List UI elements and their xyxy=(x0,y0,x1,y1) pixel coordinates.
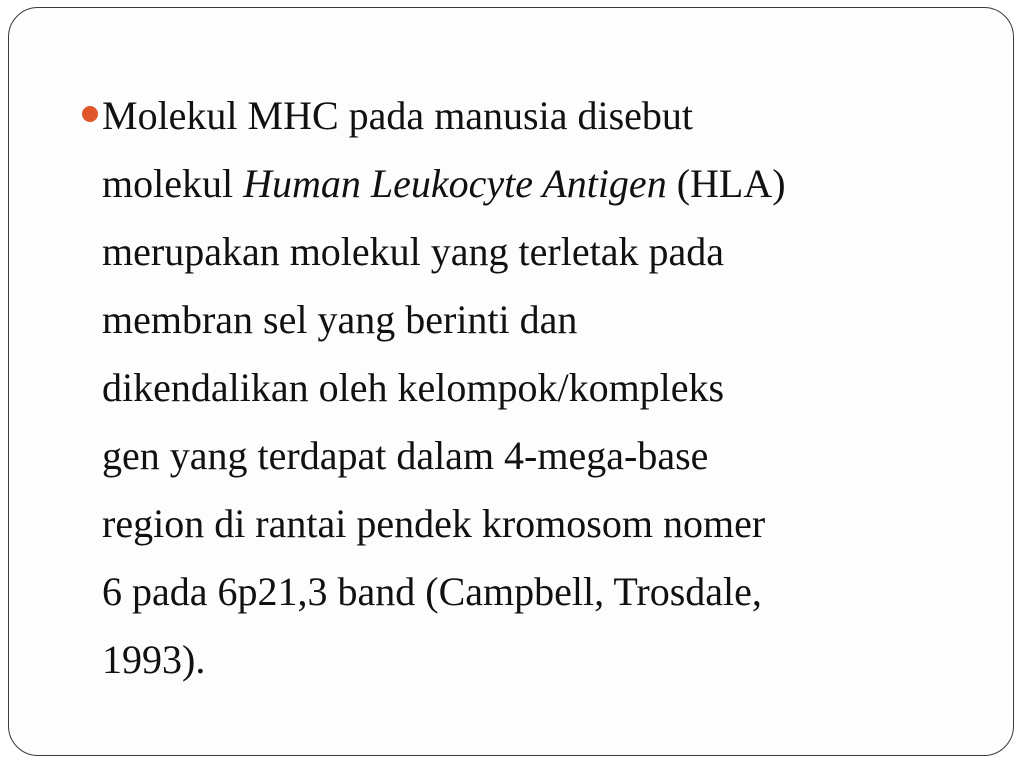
italic-term: Human Leukocyte Antigen xyxy=(243,161,667,206)
text-line: merupakan molekul yang terletak pada xyxy=(102,229,724,274)
text-line: dikendalikan oleh kelompok/kompleks xyxy=(102,365,725,410)
text-line: region di rantai pendek kromosom nomer xyxy=(102,501,766,546)
text-segment: molekul xyxy=(102,161,244,206)
text-line: membran sel yang berinti dan xyxy=(102,297,578,342)
text-line: Molekul MHC pada manusia disebut xyxy=(102,93,694,138)
text-line: 1993). xyxy=(102,637,206,682)
text-line: gen yang terdapat dalam 4-mega-base xyxy=(102,433,709,478)
slide-frame xyxy=(8,7,1014,756)
text-line xyxy=(102,150,982,218)
text-line: 6 pada 6p21,3 band (Campbell, Trosdale, xyxy=(102,569,762,614)
bullet-dot-icon xyxy=(82,106,98,122)
bullet-text xyxy=(82,82,982,694)
text-segment: (HLA) xyxy=(666,161,786,206)
bullet-item xyxy=(82,82,982,694)
